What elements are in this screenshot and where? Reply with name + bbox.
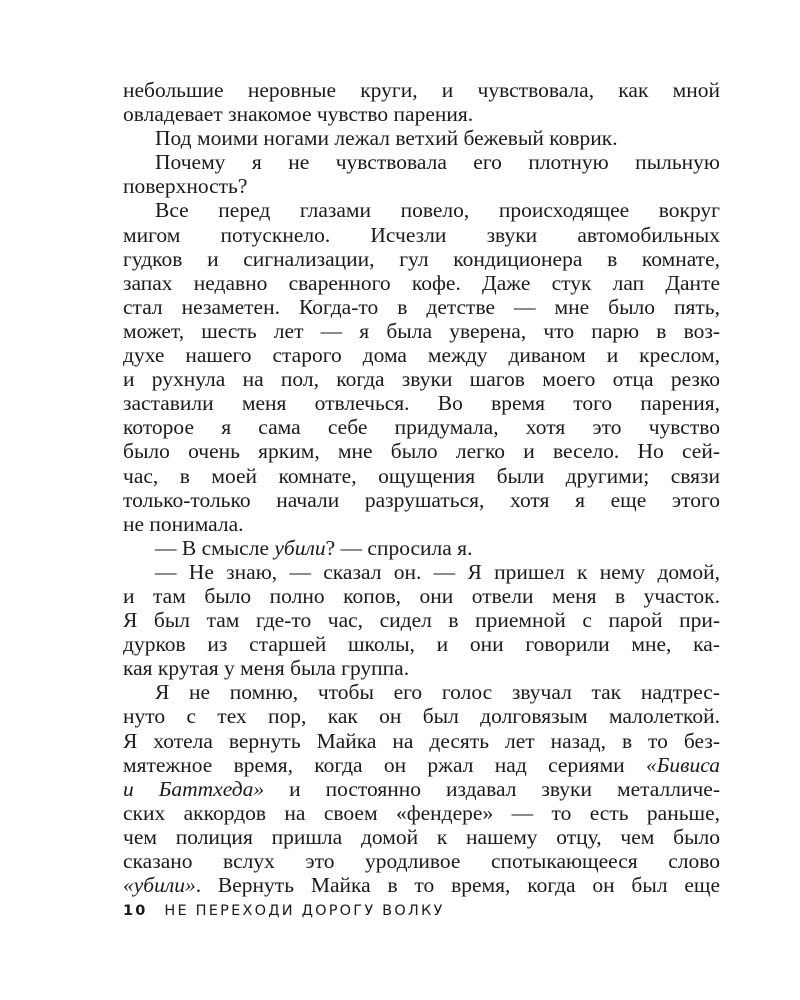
text-segment: чем полиция пришла домой к нашему отцу, чем было (123, 824, 720, 849)
text-line (123, 656, 720, 680)
text-line (123, 680, 720, 704)
text-line (123, 343, 720, 367)
text-segment: нуто с тех пор, как он был долговязым малолеткой. (123, 704, 720, 729)
text-segment: мигом потускнело. Исчезли звуки автомобильных (123, 222, 720, 247)
text-line (123, 704, 720, 728)
text-segment: небольшие неровные круги, и чувствовала, как мной (123, 78, 720, 102)
text-segment: Под моими ногами лежал ветхий бежевый коврик. (155, 126, 618, 151)
text-segment: Я хотела вернуть Майка на десять лет назад, в то без- (123, 728, 720, 753)
text-line (123, 415, 720, 439)
text-segment: Почему я не чувствовала его плотную пыльную (155, 150, 720, 175)
body-text (123, 78, 720, 897)
text-segment: не понимала. (123, 511, 244, 536)
text-line (123, 174, 720, 198)
text-line (123, 753, 720, 777)
text-line (123, 198, 720, 222)
text-segment: поверхность? (123, 174, 248, 199)
text-line (123, 247, 720, 271)
text-segment: было очень ярким, мне было легко и весело. Но сей- (123, 439, 720, 464)
text-line (123, 801, 720, 825)
text-segment: . Вернуть Майка в то время, когда он был еще (195, 873, 720, 898)
text-line (123, 439, 720, 463)
text-line (123, 849, 720, 873)
text-line (123, 367, 720, 391)
text-segment: мятежное время, когда он ржал над сериями (123, 752, 646, 777)
text-segment: час, в моей комнате, ощущения были другими; связи (123, 463, 720, 488)
text-line (123, 78, 720, 102)
text-segment: — В смысле (155, 535, 275, 560)
text-segment: овладевает знакомое чувство парения. (123, 102, 474, 127)
text-line (123, 295, 720, 319)
text-segment: — Не знаю, — сказал он. — Я пришел к нему домой, (155, 559, 720, 584)
text-segment: запах недавно сваренного кофе. Даже стук лап Данте (123, 270, 720, 295)
italic-text: убили (274, 535, 326, 560)
text-line (123, 632, 720, 656)
text-line (123, 319, 720, 343)
text-line (123, 873, 720, 897)
text-line (123, 102, 720, 126)
text-segment: кая крутая у меня была группа. (123, 656, 410, 681)
text-line (123, 223, 720, 247)
text-line (123, 536, 720, 560)
italic-text: и Баттхеда» (123, 776, 265, 801)
text-segment: сказано вслух это уродливое спотыкающееся слово (123, 849, 720, 873)
text-segment: Все перед глазами повело, происходящее вокруг (155, 198, 720, 223)
text-segment: Я был там где-то час, сидел в приемной с парой при- (123, 608, 720, 633)
italic-text: «Бивиса (645, 752, 720, 777)
text-segment: и постоянно издавал звуки металличе- (264, 776, 720, 801)
text-segment: ских аккордов на своем «фендере» — то есть раньше, (123, 800, 720, 825)
text-line (123, 777, 720, 801)
text-line (123, 512, 720, 536)
text-segment: может, шесть лет — я была уверена, что парю в воз- (123, 318, 720, 343)
text-line (123, 464, 720, 488)
text-line (123, 126, 720, 150)
text-segment: гудков и сигнализации, гул кондиционера в комнате, (123, 246, 720, 271)
text-segment: духе нашего старого дома между диваном и креслом, (123, 343, 720, 368)
text-segment: заставили меня отвлечься. Во время того парения, (123, 391, 720, 416)
text-segment: ? — спросила я. (325, 535, 473, 560)
text-line (123, 150, 720, 174)
italic-text: «убили» (123, 873, 196, 898)
text-line (123, 584, 720, 608)
text-line (123, 271, 720, 295)
text-line (123, 391, 720, 415)
text-line (123, 488, 720, 512)
page-footer (123, 903, 445, 919)
text-segment: стал незаметен. Когда-то в детстве — мне было пять, (123, 294, 720, 319)
text-line (123, 729, 720, 753)
page-number: 10 (123, 903, 148, 919)
text-segment: только-только начали разрушаться, хотя я еще этого (123, 487, 720, 512)
text-line (123, 825, 720, 849)
text-line (123, 560, 720, 584)
text-segment: которое я сама себе придумала, хотя это чувство (123, 415, 720, 440)
running-title: НЕ ПЕРЕХОДИ ДОРОГУ ВОЛКУ (164, 903, 445, 919)
text-line (123, 608, 720, 632)
text-segment: и там было полно копов, они отвели меня в участок. (123, 583, 720, 608)
text-segment: и рухнула на пол, когда звуки шагов моего отца резко (123, 367, 720, 392)
text-segment: Я не помню, чтобы его голос звучал так надтрес- (155, 680, 720, 705)
text-segment: дурков из старшей школы, и они говорили мне, ка- (123, 632, 720, 657)
